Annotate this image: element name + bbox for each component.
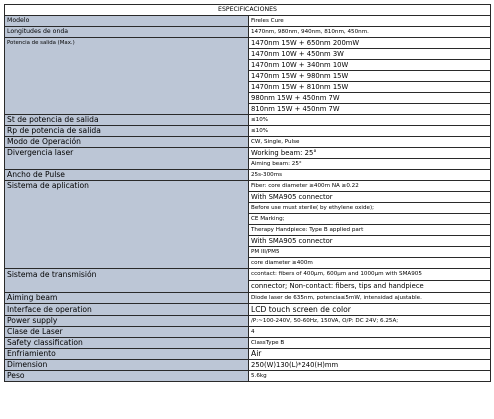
row-value: 5.6kg — [249, 371, 491, 382]
row-label: Rp de potencia de salida — [5, 126, 249, 137]
row-label: Safety classification — [5, 338, 249, 349]
table-title: ESPECIFICACIONES — [5, 5, 491, 16]
row-value: Therapy Handpiece: Type B applied part — [249, 225, 491, 236]
row-value: 980nm 15W + 450nm 7W — [249, 93, 491, 104]
row-label: Clase de Laser — [5, 327, 249, 338]
table-row — [5, 371, 491, 382]
row-value: ≤10% — [249, 126, 491, 137]
table-row — [5, 16, 491, 27]
row-value: Before use must sterile( by ethylene oxide); — [249, 203, 491, 214]
row-value: ClassType B — [249, 338, 491, 349]
table-row — [5, 327, 491, 338]
row-value: Working beam: 25° — [249, 148, 491, 159]
row-label: Modo de Operación — [5, 137, 249, 148]
table-row — [5, 304, 491, 316]
row-value: 4 — [249, 327, 491, 338]
row-value: /P:~100-240V, 50-60Hz, 150VA, O/P: DC 24V; 6.25A; — [249, 316, 491, 327]
table-row — [5, 27, 491, 38]
row-value: 1470nm, 980nm, 940nm, 810nm, 450nm. — [249, 27, 491, 38]
row-label: Interface de operation — [5, 304, 249, 316]
row-value: 1470nm 10W + 450nm 3W — [249, 49, 491, 60]
row-label: Enfriamiento — [5, 349, 249, 360]
table-row — [5, 170, 491, 181]
row-value: LCD touch screen de color — [249, 304, 491, 316]
row-label: Power supply — [5, 316, 249, 327]
row-value: CW, Single, Pulse — [249, 137, 491, 148]
row-value: Fireles Cure — [249, 16, 491, 27]
row-value: CE Marking; — [249, 214, 491, 225]
row-value: PM III/PM5 — [249, 247, 491, 258]
table-header-row — [5, 5, 491, 16]
row-label: Peso — [5, 371, 249, 382]
specifications-table — [4, 4, 491, 382]
table-row — [5, 181, 491, 192]
row-label: Sistema de transmisión — [5, 269, 249, 293]
row-label: St de potencia de salida — [5, 115, 249, 126]
row-value: 1470nm 15W + 980nm 15W — [249, 71, 491, 82]
table-row — [5, 349, 491, 360]
row-value: core diameter ≥400m — [249, 258, 491, 269]
row-label: Divergencia laser — [5, 148, 249, 170]
row-value: ≤10% — [249, 115, 491, 126]
row-label: Longitudes de onda — [5, 27, 249, 38]
row-label: Modelo — [5, 16, 249, 27]
table-row — [5, 115, 491, 126]
row-label: Ancho de Pulse — [5, 170, 249, 181]
row-value: ccontact: fibers of 400μm, 600μm and 1000μm with SMA905 — [249, 269, 491, 281]
table-row — [5, 269, 491, 281]
table-row — [5, 148, 491, 159]
specifications-sheet — [4, 4, 491, 382]
row-value: With SMA905 connector — [249, 192, 491, 203]
row-value: Diode laser de 635nm, potencia≤5mW, intensidad ajustable. — [249, 293, 491, 304]
row-label: Potencia de salida (Max.) — [5, 38, 249, 115]
row-value: 1470nm 15W + 650nm 200mW — [249, 38, 491, 49]
row-value: Fiber: core diameter ≥400m NA ≥0.22 — [249, 181, 491, 192]
row-label: Sistema de aplication — [5, 181, 249, 269]
row-value: Aiming beam: 25° — [249, 159, 491, 170]
table-row — [5, 338, 491, 349]
row-label: Aiming beam — [5, 293, 249, 304]
row-value: 250(W)130(L)*240(H)mm — [249, 360, 491, 371]
table-row — [5, 293, 491, 304]
table-row — [5, 360, 491, 371]
row-value: Air — [249, 349, 491, 360]
table-row — [5, 137, 491, 148]
row-value: connector; Non-contact: fibers, tips and handpiece — [249, 281, 491, 293]
table-row — [5, 126, 491, 137]
row-value: 25s-300ms — [249, 170, 491, 181]
row-value: 810nm 15W + 450nm 7W — [249, 104, 491, 115]
row-value: With SMA905 connector — [249, 236, 491, 247]
table-row — [5, 38, 491, 49]
row-value: 1470nm 10W + 340nm 10W — [249, 60, 491, 71]
table-row — [5, 316, 491, 327]
row-label: Dimension — [5, 360, 249, 371]
row-value: 1470nm 15W + 810nm 15W — [249, 82, 491, 93]
